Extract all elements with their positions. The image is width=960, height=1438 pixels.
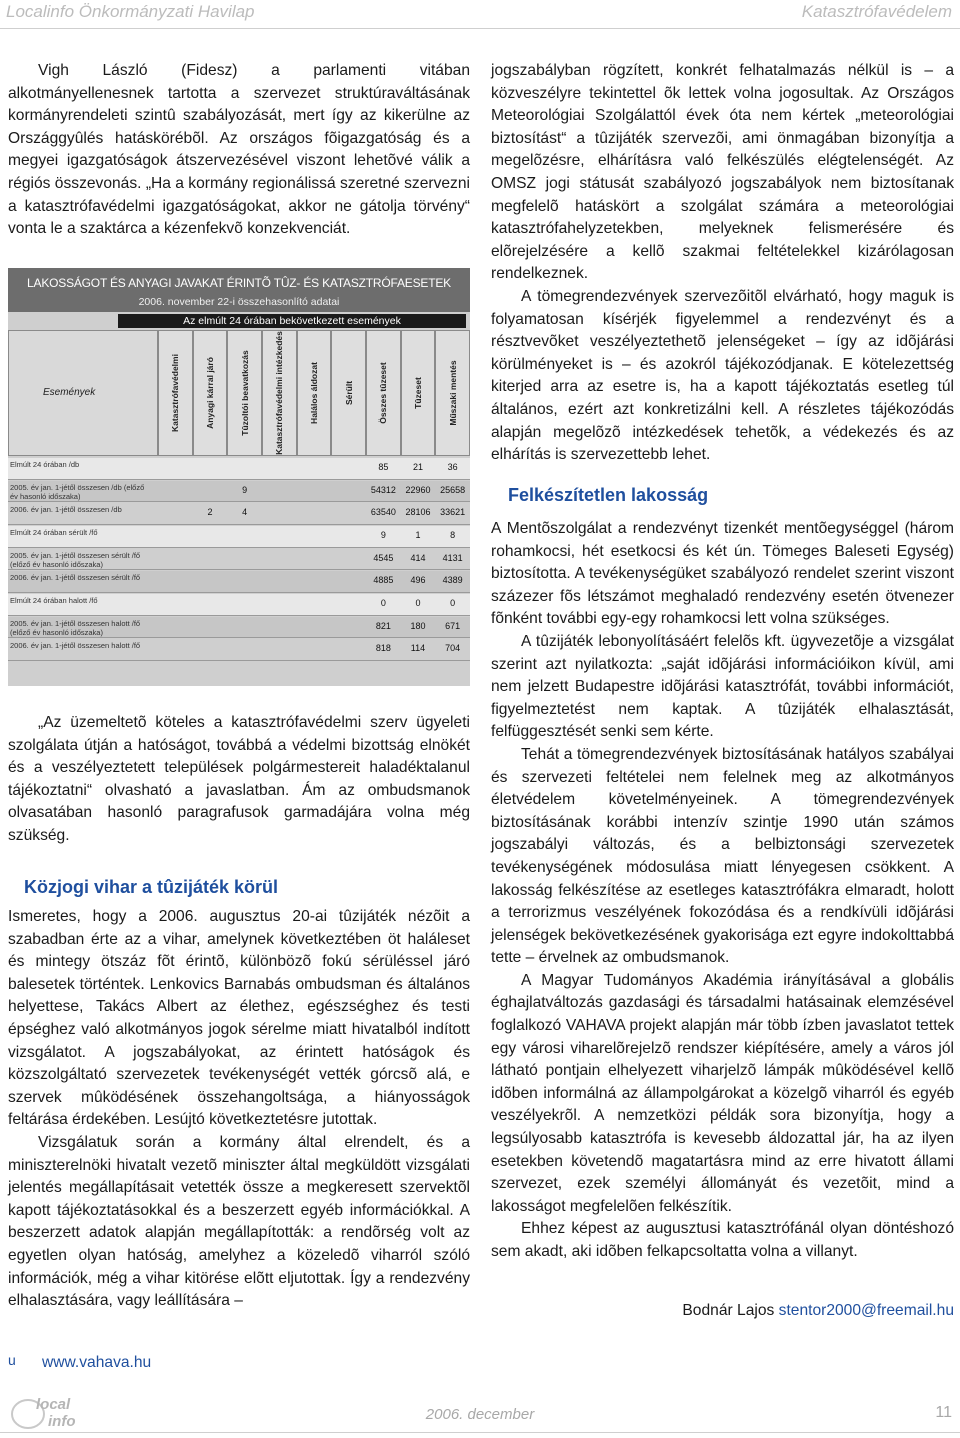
table-row	[8, 458, 470, 480]
table-column-header	[193, 330, 228, 456]
column-header-label: Anyagi kárral járó	[204, 357, 215, 429]
table-cell: 63540	[370, 507, 396, 518]
table-cell: 9	[380, 530, 386, 541]
table-cell: 22960	[405, 484, 431, 495]
column-header-label: Sérült	[343, 380, 354, 406]
paragraph: Vigh László (Fidesz) a parlamenti vitában alkotmányellenesnek tartotta a szervezet struktúraváltásának kormányrendeleti szintû szabályozását, mert így az kikerülne az Országgyûlés hatáskörébõl. Az országos fõigazgatóság és a megyei igazgatóságok átszervezésével viszont lehetõvé válik a régiós összevonás. „Ha a kormány regionálissá szeretné szervezni a katasztrófavédelmi igazgatóságokat, akkor ne gátolja törvény“ vonta le a szaktárca a kézenfekvõ konzekvenciát.	[8, 62, 470, 238]
paragraph: A tömegrendezvények szervezõitõl elvárható, hogy maguk is folyamatosan kísérjék figyelemmel a rendezvényt és a résztvevõket veszélyeztethetõ jelenségeket – így az idõjárási körülményeket is – és azokról tájékozódjanak. E kötelezettség kiterjed arra az esetre is, ha a kapott tájékoztatás esetleg túl általános, ezért azt konkretizálni kell. A részletes tájékozódás alapján megelõzõ intézkedések tehetõk, a védekezés és az elhárítás is szervezettebb lehet.	[491, 287, 954, 464]
paragraph: Ehhez képest az augusztusi katasztrófánál olyan döntéshozó sem akadt, aki idõben felkapcsoltatta volna a villanyt.	[491, 1220, 954, 1260]
section-heading-felkeszitetlen: Felkészítetlen lakosság	[508, 485, 709, 505]
footer-divider	[0, 1432, 960, 1433]
section-heading-kozjogi: Közjogi vihar a tûzijáték körül	[24, 877, 279, 897]
table-cell: 36	[447, 462, 458, 472]
right-column-intro	[491, 60, 954, 467]
row-label: Elmúlt 24 órában halott /fő	[10, 596, 98, 606]
table-cell: 4131	[442, 552, 463, 563]
header-divider	[0, 28, 960, 29]
table-cell: 496	[410, 575, 426, 586]
column-header-label: Összes tûzeset	[378, 362, 389, 424]
table-cell: 704	[445, 643, 461, 654]
table-cell: 4545	[373, 552, 394, 563]
paragraph: A Magyar Tudományos Akadémia irányításával a globális éghajlatváltozás gazdasági és társadalmi hatásainak elemzésével foglalkozó VAHAVA projekt alapján már több ízben javaslatot tettek egy városi viharelõrejelzõ rendszer kiépítésére, amely a város jól látható pontjain elhelyezett viharjelzõ lámpák mûködésével kellõ idõben informálná az állampolgárokat a közelgõ viharról és egyéb veszélyekrõl. A nemzetközi példák sora bizonyítja, hogy a legsúlyosabb katasztrófa is kevesebb áldozattal jár, ha az ilyen esetekben követendõ magatartásra mind az erre hivatott állami szervezet, ezek személyi állományát és vezetõit, mind a lakosságot megfelelõen felkészítik.	[491, 971, 954, 1215]
table-cell: 821	[375, 620, 391, 631]
row-label: 2005. év jan. 1-jétől összesen /db (előző év hasonló időszaka)	[10, 482, 145, 501]
paragraph: Vizsgálatuk során a kormány által elrendelt, és a miniszterelnöki hivatalt vezetõ miniszter által megküldött vizsgálati jelentés megállapításait vetették össze a megkeresett szervektõl kapott tájékoztatásokkal és a beszerzett egyéb információkkal. A beszerzett adatok alapján megállapították: a rendõrség volt az egyetlen olyan hatóság, amelyhez a közeledõ viharról szóló információk, még a vihar kitörése elõtt eljutottak. Így a rendezvény elhalasztására, vagy leállítására –	[8, 1133, 470, 1310]
publication-name: Localinfo Önkormányzati Havilap	[6, 2, 255, 21]
paragraph: jogszabályban rögzített, konkrét felhatalmazás nélkül is – a közveszélyre tekintettel õk lettek volna jogosultak. Az Országos Meteorológiai Szolgálattól évek óta nem kértek „meteorológiai biztosítást“ a tûzijáték szervezõi, ami önmagában bizonyítja a megelõzésre, elhárításra való felkészülés elégtelenségét. Az OMSZ jogi státusát szabályozó jogszabályok nem biztosítanak megfelelõ hatáskört a szolgálat számára a meteorológiai katasztrófahelyzetekben, melyeknek felismerésére és elõrejelzésére a kellõ szakmai feltételekkel kizárólagosan rendelkeznek.	[491, 62, 954, 283]
statistics-table-figure	[8, 268, 470, 686]
footer-date: 2006. december	[425, 1406, 535, 1423]
column-header-label: Halálos áldozat	[308, 362, 319, 424]
table-cell: 28106	[405, 507, 431, 518]
paragraph: A Mentõszolgálat a rendezvényt tizenkét mentõegységgel (három rohamkocsi, hét esetkocsi és két ún. Tömeges Baleseti Egység) biztosította. A tevékenységüket szabályozó rendelet szerint viszont százezer fõs létszámot meghaladó rendezvény esetén ötvenezer fõnként további egy-egy rohamkocsi lett volna szükséges.	[491, 520, 954, 628]
table-cell: 114	[410, 643, 426, 654]
paragraph: Tehát a tömegrendezvények biztosításának hatályos szabályai és szervezeti feltételei nem felelnek meg az alkotmányos életvédelem követelményeinek. A tömegrendezvények biztosításának korábbi intenzív szintje 1990 után számos jogszabályi változás, és a belbiztonsági szervezetek tevékenységének módosulása miatt lényegesen csökkent. A lakosság felkészítése az esetleges katasztrófákra elmaradt, holott a terrorizmus veszélyének fokozódása és a rendkívüli idõjárási jelenségek bekövetkezésének gyakorisága ezt egyre indokolttabbá tette – érvelnek az ombudsmanok.	[491, 745, 954, 967]
table-row	[8, 549, 470, 571]
table-cell: 4	[242, 507, 248, 518]
table-column-header	[262, 330, 297, 456]
column-header-label: Műszaki mentés	[447, 360, 458, 426]
column-header-label: Katasztrófavédelmi	[170, 354, 181, 432]
table-corner	[8, 330, 158, 456]
table-cell: 9	[242, 484, 248, 495]
table-row	[8, 481, 470, 503]
paragraph: Ismeretes, hogy a 2006. augusztus 20-ai tûzijáték nézõit a szabadban érte az a vihar, amelynek következtében öt haláleset és mintegy ötszáz fõt érintõ, különbözõ fokú sérüléssel járó balesetek történtek. Lenkovics Barnabás ombudsman és általános helyettese, Takács Albert az élethez, egészséghez és testi épséghez való alkotmányos jogok sérelme miatt hivatalból indított vizsgálatot. A jogszabályokat, az érintett hatóságok és közszolgáltató szervezetek tevékenységét vették górcsõ alá, e szervek mûködésének összehangoltsága, a hiányosságok feltárása érdekében. Lesújtó következtetésre jutottak.	[8, 908, 470, 1129]
table-column-header	[435, 330, 470, 456]
table-row	[8, 594, 470, 616]
table-row	[8, 503, 470, 525]
vahava-link[interactable]: www.vahava.hu	[42, 1354, 152, 1371]
table-column-header	[297, 330, 332, 456]
table-column-header	[158, 330, 193, 456]
author-name: Bodnár Lajos	[682, 1302, 775, 1319]
table-cell: 2	[207, 507, 213, 518]
link-bullet-icon: u	[8, 1352, 16, 1368]
section-name: Katasztrófavédelem	[801, 2, 952, 21]
table-row	[8, 639, 470, 661]
table-cell: 0	[450, 598, 456, 609]
table-cell: 85	[378, 462, 389, 472]
row-label: Elmúlt 24 órában /db	[10, 460, 80, 469]
row-label: 2006. év jan. 1-jétől összesen /db	[10, 505, 122, 515]
author-signature	[682, 1302, 954, 1320]
table-cell: 4885	[373, 575, 394, 586]
table-cell: 33621	[440, 507, 466, 518]
table-corner-label: Események	[43, 387, 96, 398]
column-header-label: Tûzeset	[412, 377, 423, 409]
table-column-header	[366, 330, 401, 456]
table-cell: 671	[445, 620, 461, 631]
table-cell: 21	[412, 462, 423, 472]
row-label: Elmúlt 24 órában sérült /fő	[10, 528, 98, 538]
table-cell: 180	[410, 620, 426, 631]
page-header	[0, 0, 960, 30]
paragraph: „Az üzemeltetõ köteles a katasztrófavédelmi szerv ügyeleti szolgálata útján a hatóságot, továbbá a védelmi bizottság elnökét és a veszélyeztetett települések polgármestereit haladéktalanul tájékoztatni“ olvasható a javaslatban. Ám az ombudsmanok olvasatában hasonló paragrafusok garmadájára volna még szükség.	[8, 714, 470, 844]
table-cell: 414	[410, 552, 426, 563]
author-email-link[interactable]: stentor2000@freemail.hu	[778, 1302, 954, 1319]
table-cell: 25658	[440, 484, 466, 495]
table-row	[8, 526, 470, 548]
table-column-header	[401, 330, 436, 456]
table-row	[8, 571, 470, 593]
logo-text-local: local	[36, 1396, 71, 1413]
table-cell: 4389	[442, 575, 463, 586]
table-cell: 8	[450, 530, 456, 541]
page-number: 11	[935, 1404, 952, 1421]
table-cell: 0	[415, 598, 421, 609]
figure-subtitle: 2006. november 22-i összehasonlító adatai	[138, 296, 340, 308]
row-label: 2005. év jan. 1-jétől összesen sérült /fő (előző év hasonló időszaka)	[10, 550, 141, 569]
table-row	[8, 617, 470, 639]
figure-title: LAKOSSÁGOT ÉS ANYAGI JAVAKAT ÉRINTÕ TÛZ- ÉS KATASZTRÓFAESETEK	[27, 276, 451, 290]
row-label: 2005. év jan. 1-jétől összesen halott /fő (előző év hasonló időszaka)	[10, 618, 141, 637]
left-column-section	[8, 906, 470, 1313]
logo-text-info: info	[48, 1413, 76, 1430]
row-label: 2006. év jan. 1-jétől összesen halott /fő	[10, 641, 141, 651]
paragraph: A tûzijáték lebonyolításáért felelõs kft. ügyvezetõje a vizsgálat szerint azt nyilatkozta: „saját idõjárási információikon kívül, ami nem jelzett Budapestre idõjárási katasztrófát, további információt, figyelmeztetést nem kaptak. A tûzijáték elhalasztását, felfüggesztését senki sem kérte.	[491, 632, 954, 741]
table-column-header	[227, 330, 262, 456]
table-column-header	[331, 330, 366, 456]
table-cell: 54312	[370, 484, 396, 495]
left-column-intro	[8, 60, 470, 241]
table-banner: Az elmúlt 24 órában bekövetkezett események	[118, 314, 466, 328]
row-label: 2006. év jan. 1-jétől összesen sérült /fő	[10, 573, 141, 583]
table-cell: 1	[415, 530, 421, 541]
statistics-table	[8, 312, 470, 686]
table-cell: 818	[375, 643, 391, 654]
column-header-label: Katasztrófavédelmi intézkedés	[274, 331, 285, 455]
column-header-label: Tûzoltói beavatkozás	[239, 350, 250, 436]
table-cell: 0	[380, 598, 386, 609]
left-column-quote	[8, 712, 470, 848]
right-column-section	[491, 518, 954, 1264]
